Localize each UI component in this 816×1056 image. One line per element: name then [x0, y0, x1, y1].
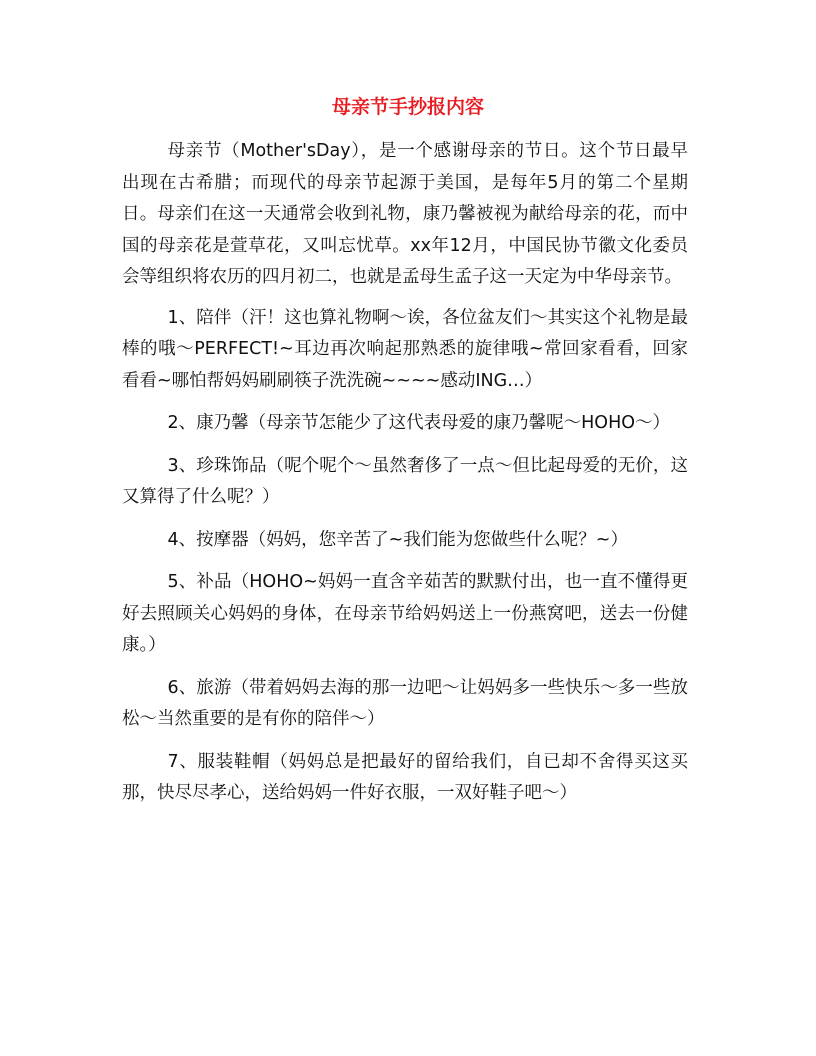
gift-item-paragraph: 2、康乃馨（母亲节怎能少了这代表母爱的康乃馨呢～HOHO～） — [167, 413, 670, 433]
gift-item-paragraph: 3、珍珠饰品（呢个呢个～虽然奢侈了一点～但比起母爱的无价，这又算得了什么呢？） — [122, 455, 688, 507]
intro-paragraph: 母亲节（Mother'sDay），是一个感谢母亲的节日。这个节日最早出现在古希腊；而现代的母亲节起源于美国，是每年5月的第二个星期日。母亲们在这一天通常会收到礼物，康乃馨被视为献给母亲的花，而中国的母亲花是萱草花，又叫忘忧草。xx年12月，中国民协节徽文化委员会等组织将农历的四月初二，也就是孟母生孟子这一天定为中华母亲节。 — [122, 141, 688, 287]
document-title: 母亲节手抄报内容 — [331, 96, 484, 118]
document-body — [122, 136, 688, 821]
gift-item-paragraph: 4、按摩器（妈妈，您辛苦了~我们能为您做些什么呢？~） — [167, 529, 628, 550]
gift-item-paragraph: 5、补品（HOHO~妈妈一直含辛茹苦的默默付出，也一直不懂得更好去照顾关心妈妈的身体，在母亲节给妈妈送上一份燕窝吧，送去一份健康。） — [122, 572, 688, 655]
gift-item-paragraph: 6、旅游（带着妈妈去海的那一边吧～让妈妈多一些快乐～多一些放松～当然重要的是有你的陪伴～） — [122, 677, 688, 729]
gift-item-paragraph: 1、陪伴（汗！这也算礼物啊～诶，各位盆友们～其实这个礼物是最棒的哦～PERFECT!~耳边再次响起那熟悉的旋律哦~常回家看看，回家看看~哪怕帮妈妈刷刷筷子洗洗碗~~~~感动ING…） — [122, 307, 688, 391]
gift-item-paragraph: 7、服装鞋帽（妈妈总是把最好的留给我们，自已却不舍得买这买那，快尽尽孝心，送给妈妈一件好衣服，一双好鞋子吧～） — [122, 751, 688, 803]
